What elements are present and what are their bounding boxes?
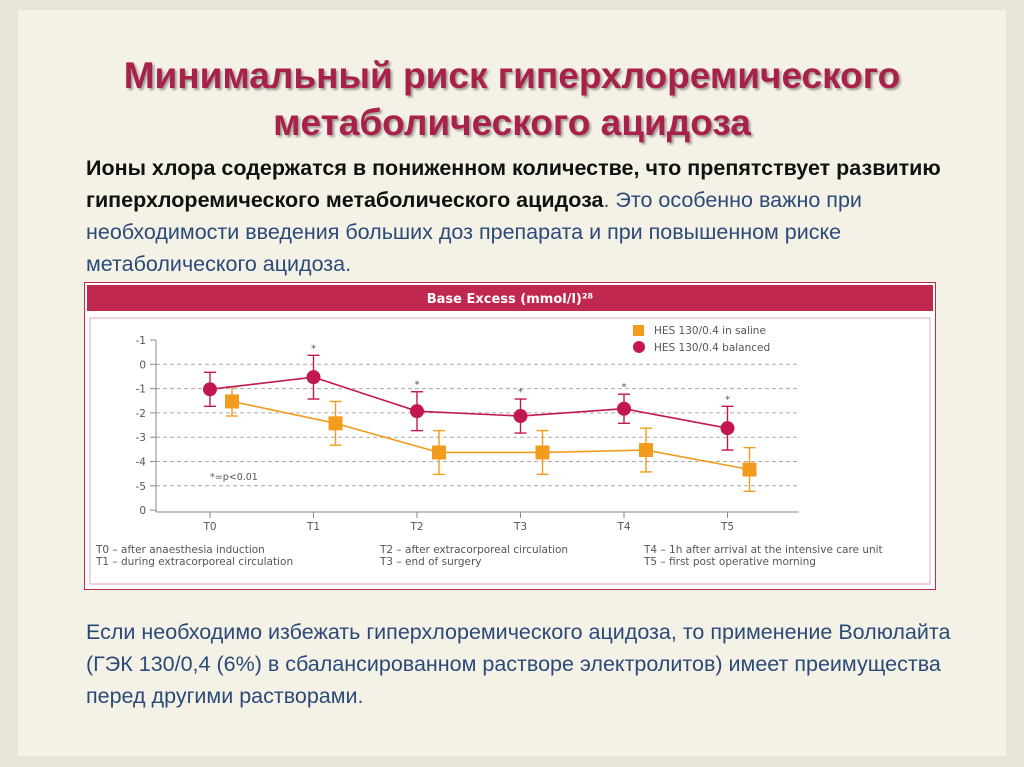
- data-point-saline: [329, 416, 343, 430]
- y-tick-label: -5: [135, 480, 146, 493]
- significance-star: *: [414, 379, 420, 391]
- significance-star: *: [725, 394, 730, 406]
- y-tick-label: -1: [135, 335, 146, 347]
- footnote-t3: T3 – end of surgery: [380, 556, 482, 568]
- base-excess-chart: [84, 282, 936, 590]
- y-tick-label: -3: [135, 432, 146, 445]
- intro-bold-text: Ионы хлора содержатся в пониженном количестве, что препятствует развитию гиперхлоремического метаболического ацидоза: [86, 156, 941, 212]
- chart-title: Base Excess (mmol/l)²⁸: [426, 292, 594, 307]
- footnote-t5: T5 – first post operative morning: [644, 556, 816, 568]
- footnote-t0: T0 – after anaesthesia induction: [96, 544, 265, 556]
- data-point-balanced: [514, 409, 528, 423]
- legend-balanced-label: HES 130/0.4 balanced: [654, 342, 771, 354]
- x-tick-label: T0: [203, 521, 217, 533]
- title-line-2: метаболического ацидоза: [273, 102, 751, 143]
- significance-star: *: [621, 382, 627, 394]
- x-tick-label: T3: [513, 521, 528, 533]
- legend-saline-label: HES 130/0.4 in saline: [654, 325, 766, 337]
- footnote-t1: T1 – during extracorporeal circulation: [96, 556, 294, 568]
- y-tick-label: -1: [135, 383, 146, 396]
- data-point-saline: [639, 443, 653, 457]
- y-tick-label: -4: [135, 456, 146, 469]
- x-tick-label: T1: [306, 521, 321, 533]
- x-tick-label: T4: [617, 521, 631, 533]
- title-line-1: Минимальный риск гиперхлоремического: [123, 55, 901, 96]
- data-point-saline: [536, 445, 550, 459]
- data-point-balanced: [721, 421, 735, 435]
- y-tick-label: 0: [139, 505, 146, 518]
- x-tick-label: T2: [410, 521, 424, 533]
- intro-rest-text: . Это особенно важно при необходимости введения больших доз препарата и при повышенном риске метаболического ацидоза.: [86, 188, 862, 276]
- footnote-t2: T2 – after extracorporeal circulation: [380, 544, 569, 556]
- data-point-saline: [743, 462, 757, 476]
- data-point-balanced: [203, 382, 217, 396]
- legend-balanced-marker: [633, 341, 645, 353]
- intro-paragraph: [86, 152, 946, 280]
- slide-title: [0, 52, 1024, 146]
- data-point-saline: [432, 445, 446, 459]
- data-point-balanced: [617, 402, 631, 416]
- conclusion-paragraph: Если необходимо избежать гиперхлоремического ацидоза, то применение Волюлайта (ГЭК 130/0,4 (6%) в сбалансированном растворе электролитов) имеет преимущества перед другими растворами.: [86, 620, 951, 708]
- data-point-saline: [225, 394, 239, 408]
- significance-star: *: [311, 343, 316, 355]
- y-tick-label: 0: [139, 359, 146, 372]
- legend-saline-marker: [633, 325, 644, 336]
- x-tick-label: T5: [720, 521, 735, 533]
- footnote-t4: T4 – 1h after arrival at the intensive care unit: [644, 544, 883, 556]
- y-tick-label: -2: [135, 407, 146, 420]
- significance-star: *: [518, 387, 523, 399]
- data-point-balanced: [307, 370, 321, 384]
- significance-note: *=p<0.01: [210, 472, 258, 483]
- data-point-balanced: [410, 404, 424, 418]
